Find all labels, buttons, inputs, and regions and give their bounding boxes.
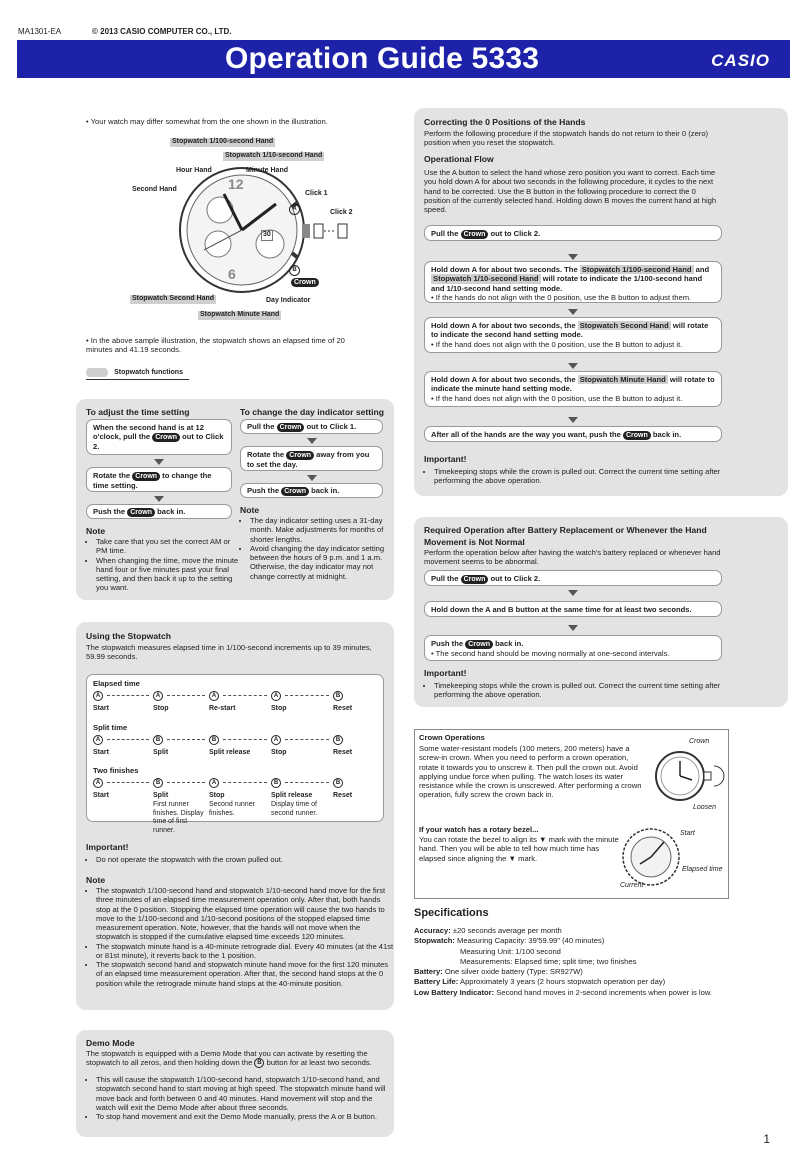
arrow-down-icon: [568, 309, 578, 315]
stopwatch-diagram: [86, 674, 384, 834]
bezel-text: You can rotate the bezel to align its ▼ mark with the minute hand. Then you will be able to tell how much time has elapsed since aligning the ▼ mark.: [419, 835, 619, 863]
spec-row: [414, 967, 794, 976]
battery-step-1-a: Pull the: [431, 574, 459, 583]
current-label: Current: [620, 882, 644, 889]
correct-important: [424, 467, 734, 486]
arrow-down-icon: [568, 254, 578, 260]
demo-desc: [86, 1049, 384, 1068]
two-step-sub: First runner finishes. Display time of first runner.: [153, 801, 204, 834]
battery-step-2: Hold down the A and B button at the same time for at least two seconds.: [424, 601, 722, 617]
adjust-step-3: [86, 504, 232, 519]
arrow-right-icon: [285, 739, 329, 740]
elapsed-title: Elapsed time: [93, 679, 140, 688]
arrow-right-icon: [107, 739, 149, 740]
arrow-right-icon: [223, 695, 267, 696]
day-step-3-a: Push the: [247, 486, 280, 495]
label-minute: Minute Hand: [246, 167, 288, 174]
tag-sw-minute: Stopwatch Minute Hand: [579, 375, 666, 384]
tag-sw10: Stopwatch 1/10-second Hand: [433, 274, 539, 284]
label-click2: Click 2: [330, 209, 353, 216]
sw-note: • The stopwatch minute hand is a 40-minute retrograde dial. Every 40 minutes (at the 41st or 81st minute), it reverts back to the 1 position.: [96, 942, 394, 961]
label-day: Day Indicator: [266, 297, 311, 304]
two-button-icon: B: [153, 778, 163, 788]
demo-items: [86, 1075, 394, 1121]
spec-key: Accuracy:: [414, 926, 451, 935]
start-label: Start: [680, 830, 695, 837]
elapsed-button-icon: A: [153, 691, 163, 701]
spec-row: [414, 957, 794, 966]
adjust-step-1: [86, 419, 232, 455]
spec-value: Approximately 3 years (2 hours stopwatch operation per day): [460, 977, 666, 987]
elapsed-button-icon: A: [271, 691, 281, 701]
day-step-1: [240, 419, 383, 434]
correct-step-4-b: will rotate to indicate the minute hand setting mode.: [431, 375, 715, 394]
adjust-step-3-a: Push the: [93, 507, 126, 516]
demo-desc-a: The stopwatch is equipped with a Demo Mode that you can activate by resetting the stopwatch to all zeros, and then holding down the: [86, 1049, 368, 1068]
battery-step-1-b: out to Click 2.: [490, 574, 541, 583]
elapsed-step-label: Re-start: [209, 705, 236, 712]
stopwatch-desc: The stopwatch measures elapsed time in 1/100-second increments up to 39 minutes, 59.99 seconds.: [86, 643, 372, 662]
correct-step-3-b: will rotate to indicate the second hand setting mode.: [431, 321, 709, 340]
dial-6: 6: [228, 266, 236, 282]
battery-step-3-a: Push the: [431, 639, 464, 648]
spec-row: [414, 936, 794, 945]
demo-title: Demo Mode: [86, 1038, 135, 1048]
spec-key: Stopwatch:: [414, 936, 455, 946]
intro-note: • Your watch may differ somewhat from the one shown in the illustration.: [86, 117, 328, 126]
elapsed-button-icon: A: [209, 691, 219, 701]
sw-important: [86, 855, 391, 864]
adjust-note: • When changing the time, move the minute hand four or five minutes past your final setting, and then back it up to the setting you want.: [96, 556, 242, 593]
correct-step-2: [424, 261, 722, 303]
specs-table: [414, 926, 794, 998]
legend-swatch: [86, 368, 108, 377]
sw-note: • The stopwatch second hand and stopwatch minute hand move for the first 120 minutes of an elapsed time measurement operation. After that, the second hand stops at the 0 position while the retrograde minute hand stops at the 40-minute position.: [96, 960, 394, 988]
crownops-text: Some water-resistant models (100 meters, 200 meters) have a screw-in crown. When you need to perform a crown operation, rotate it towards you to unscrew it. Then pull the crown out. Avoid applying undue force when pulling. The watch loses its water resistance while the crown is unscrewed. After performing a crown operation, fully screw the crown back in.: [419, 744, 642, 800]
correct-important-item: • Timekeeping stops while the crown is pulled out. Correct the current time setting after performing the above operation.: [434, 467, 734, 486]
label-a: A: [289, 204, 300, 215]
arrow-down-icon: [568, 590, 578, 596]
adjust-panel: [76, 399, 394, 600]
spec-key: Low Battery Indicator:: [414, 987, 495, 997]
two-step-label: Reset: [333, 792, 353, 799]
label-sw-minute: Stopwatch Minute Hand: [200, 311, 280, 318]
adjust-notes: [86, 537, 242, 593]
elapsed-step-label: Reset: [333, 705, 353, 712]
crown-tag: Crown: [461, 230, 489, 239]
sw-notes: [86, 886, 394, 988]
two-step-label: Split release: [271, 792, 313, 799]
spec-row: [414, 977, 794, 986]
stopwatch-panel: [76, 622, 394, 1010]
correct-panel: [414, 108, 788, 496]
spec-key: Battery Life:: [414, 977, 459, 987]
day-step-1-b: out to Click 1.: [306, 422, 357, 431]
split-step-label: Stop: [271, 749, 287, 756]
split-step-label: Reset: [333, 749, 353, 756]
b-button-icon: B: [254, 1058, 264, 1068]
correct-step-3-a: Hold down A for about two seconds, the: [431, 321, 576, 330]
battery-title: Required Operation after Battery Replacement or Whenever the Hand Movement is Not Normal: [424, 525, 707, 547]
correct-step-2-b: and: [695, 265, 710, 274]
spec-row: [414, 988, 794, 997]
arrow-down-icon: [568, 625, 578, 631]
specs-title: Specifications: [414, 907, 489, 919]
day-note: • The day indicator setting uses a 31-day month. Make adjustments for months of shorter lengths.: [250, 516, 390, 544]
arrow-right-icon: [285, 695, 329, 696]
day-note: • Avoid changing the day indicator setting between the hours of 9 p.m. and 1 a.m. Otherwise, the day indicator may not change correctly at midnight.: [250, 544, 390, 581]
demo-desc-b: button for at least two seconds.: [266, 1058, 372, 1068]
adjust-step-2-b: to change the time setting.: [93, 471, 212, 490]
adjust-note: • Take care that you set the correct AM or PM time.: [96, 537, 242, 556]
two-button-icon: A: [93, 778, 103, 788]
arrow-down-icon: [307, 475, 317, 481]
arrow-right-icon: [223, 782, 267, 783]
day-note-title: Note: [240, 505, 260, 515]
battery-important-item: • Timekeeping stops while the crown is pulled out. Correct the current time setting after performing the above operation.: [434, 681, 734, 700]
elapsed-step-label: Stop: [271, 705, 287, 712]
arrow-right-icon: [107, 695, 149, 696]
elapsed-button-icon: B: [333, 691, 343, 701]
split-button-icon: A: [271, 735, 281, 745]
adjust-title: To adjust the time setting: [86, 407, 190, 417]
copyright: © 2013 CASIO COMPUTER CO., LTD.: [92, 27, 232, 36]
crown-watch-icon: [650, 742, 730, 812]
crownops-title: Crown Operations: [419, 733, 485, 742]
split-button-icon: B: [153, 735, 163, 745]
spec-row: [414, 926, 794, 935]
label-crown: Crown: [291, 278, 319, 287]
two-step-sub: Display time of second runner.: [271, 801, 318, 817]
arrow-right-icon: [167, 695, 205, 696]
arrow-right-icon: [107, 782, 149, 783]
battery-panel: [414, 517, 788, 707]
adjust-step-2-a: Rotate the: [93, 471, 131, 480]
legend: [86, 367, 206, 379]
sw-important-item: • Do not operate the stopwatch with the crown pulled out.: [96, 855, 391, 864]
label-sw100: Stopwatch 1/100-second Hand: [172, 138, 274, 145]
split-step-label: Split: [153, 749, 169, 756]
elapsed-step-label: Stop: [153, 705, 169, 712]
bezel-title: If your watch has a rotary bezel...: [419, 825, 539, 834]
adjust-step-1-a: When the second hand is at 12 o'clock, pull the: [93, 423, 204, 442]
arrow-right-icon: [167, 739, 205, 740]
spec-value: ±20 seconds average per month: [452, 926, 562, 935]
spec-value: One silver oxide battery (Type: SR927W): [444, 967, 583, 976]
two-button-icon: B: [333, 778, 343, 788]
two-step-label: Stop: [209, 792, 225, 799]
correct-desc: Perform the following procedure if the stopwatch hands do not return to their 0 (zero) position when you reset the stopwatch.: [424, 129, 709, 148]
arrow-right-icon: [285, 782, 329, 783]
correct-important-title: Important!: [424, 454, 467, 464]
loosen-label: Loosen: [693, 804, 716, 811]
spec-value: Measuring Capacity: 39'59.99" (40 minutes): [457, 936, 605, 946]
battery-step-3-note: • The second hand should be moving normally at one-second intervals.: [431, 649, 670, 658]
two-step-sub: Second runner finishes.: [209, 801, 255, 817]
correct-step-5: [424, 426, 722, 442]
day-step-1-a: Pull the: [247, 422, 275, 431]
battery-important: [424, 681, 734, 700]
day-step-3-b: back in.: [311, 486, 340, 495]
split-button-icon: B: [209, 735, 219, 745]
correct-title: Correcting the 0 Positions of the Hands: [424, 117, 586, 127]
sw-note-title: Note: [86, 875, 106, 885]
arrow-down-icon: [568, 417, 578, 423]
two-step-label: Start: [93, 792, 109, 799]
page-number: 1: [763, 1132, 770, 1147]
correct-step-4: [424, 371, 722, 407]
day-notes: [240, 516, 390, 581]
split-button-icon: B: [333, 735, 343, 745]
arrow-down-icon: [154, 496, 164, 502]
elapsed-button-icon: A: [93, 691, 103, 701]
crown-tag: Crown: [461, 575, 489, 584]
correct-step-2-c: will rotate to indicate the 1/100-second hand and 1/10-second hand setting mode.: [431, 274, 703, 293]
split-step-label: Split release: [209, 749, 251, 756]
label-sw-second: Stopwatch Second Hand: [132, 295, 215, 302]
flow-title: Operational Flow: [424, 154, 494, 164]
day-step-2-a: Rotate the: [247, 450, 285, 459]
arrow-right-icon: [167, 782, 205, 783]
day-step-3: [240, 483, 383, 498]
spec-key: Battery:: [414, 967, 443, 976]
tag-sw-second: Stopwatch Second Hand: [579, 321, 669, 330]
legend-label: Stopwatch functions: [114, 369, 183, 376]
crown-label: Crown: [689, 738, 710, 745]
two-button-icon: A: [209, 778, 219, 788]
crown-tag: Crown: [277, 423, 305, 432]
arrow-right-icon: [223, 739, 267, 740]
label-second: Second Hand: [132, 186, 177, 193]
correct-step-4-a: Hold down A for about two seconds, the: [431, 375, 576, 384]
spec-value: Second hand moves in 2-second increments when power is low.: [496, 987, 712, 997]
day-title: To change the day indicator setting: [240, 407, 385, 417]
spec-row: [414, 947, 794, 956]
demo-item: • This will cause the stopwatch 1/100-second hand, stopwatch 1/10-second hand, and stopwatch second hand to start moving at high speed. The stopwatch minute hand will move back and forth between 0 and 40 minutes. Hand movement will stop and the watch will exit the Demo Mode after about three seconds.: [96, 1075, 394, 1112]
arrow-down-icon: [568, 363, 578, 369]
split-step-label: Start: [93, 749, 109, 756]
adjust-step-2: [86, 467, 232, 492]
battery-desc: Perform the operation below after having the watch's battery replaced or whenever hand movement seems to be abnormal.: [424, 548, 721, 567]
crown-tag: Crown: [286, 451, 314, 460]
adjust-step-3-b: back in.: [157, 507, 186, 516]
elapsed-step-label: Start: [93, 705, 109, 712]
correct-step-4-note: • If the hand does not align with the 0 position, use the B button to adjust it.: [431, 393, 683, 403]
demo-item: • To stop hand movement and exit the Demo Mode manually, press the A or B button.: [96, 1112, 394, 1121]
demo-panel: [76, 1030, 394, 1137]
adjust-step-1-b: out to Click 2.: [93, 432, 224, 452]
correct-step-5-b: back in.: [652, 430, 682, 439]
dial-12: 12: [228, 176, 244, 192]
legend-rule: [86, 379, 189, 380]
dial-30: 30: [261, 230, 273, 241]
title-banner: [17, 40, 790, 78]
two-step-label: Split: [153, 792, 169, 799]
battery-important-title: Important!: [424, 668, 467, 678]
correct-step-5-a: After all of the hands are the way you want, push the: [431, 430, 621, 439]
battery-step-3-b: back in.: [495, 639, 524, 648]
day-step-2: [240, 446, 383, 471]
split-title: Split time: [93, 723, 128, 732]
label-click1: Click 1: [305, 190, 328, 197]
brand-logo: CASIO: [711, 51, 770, 70]
sw-note: • The stopwatch 1/100-second hand and stopwatch 1/10-second hand move for the first three minutes of an elapsed time measurement operation only. After that, both hands stop at the 0 position. Stopping the elapsed time operation will cause the two hands to move to the 1/100-second and 1/10-second positions of the stopped elapsed time measurement operation. Note, however, that the hands will not move when the stopwatch is stopped if the cumulative elapsed time exceeds 120 minutes.: [96, 886, 394, 942]
tag-sw100: Stopwatch 1/100-second Hand: [581, 265, 692, 274]
crown-tag: Crown: [623, 431, 651, 440]
correct-step-1-a: Pull the: [431, 229, 459, 238]
crown-tag: Crown: [127, 508, 155, 517]
split-button-icon: A: [93, 735, 103, 745]
adjust-note-title: Note: [86, 526, 106, 536]
sw-important-title: Important!: [86, 842, 129, 852]
correct-step-3-note: • If the hand does not align with the 0 position, use the B button to adjust it.: [431, 339, 683, 349]
spec-value: Measurements: Elapsed time; split time; two finishes: [460, 956, 637, 966]
label-hour: Hour Hand: [176, 167, 212, 174]
correct-step-2-a: Hold down A for about two seconds. The: [431, 265, 578, 274]
elapsed-label: Elapsed time: [682, 866, 723, 873]
crown-tag: Crown: [152, 433, 180, 442]
arrow-down-icon: [307, 438, 317, 444]
battery-step-1: [424, 570, 722, 586]
two-button-icon: B: [271, 778, 281, 788]
correct-step-1: [424, 225, 722, 241]
page-title: Operation Guide 5333: [225, 42, 540, 75]
correct-step-1-b: out to Click 2.: [490, 229, 541, 238]
battery-step-3: [424, 635, 722, 661]
arrow-down-icon: [154, 459, 164, 465]
stopwatch-title: Using the Stopwatch: [86, 631, 171, 641]
bezel-watch-icon: [618, 826, 688, 888]
day-step-2-b: away from you to set the day.: [247, 450, 370, 469]
correct-step-3: [424, 317, 722, 353]
spec-value: Measuring Unit: 1/100 second: [460, 946, 561, 956]
crown-tag: Crown: [465, 640, 493, 649]
two-title: Two finishes: [93, 766, 139, 775]
flow-desc: Use the A button to select the hand whose zero position you want to correct. Each time you hold down A for about two seconds in the following procedure, it cycles to the next hand to be corrected. Use the B button in the following procedure to correct the 0 position of the currently selected hand. Holding down B moves the current hand at high speed.: [424, 168, 717, 214]
correct-step-2-note: • If the hands do not align with the 0 position, use the B button to adjust them.: [431, 292, 692, 302]
label-b: B: [289, 265, 300, 276]
label-sw10: Stopwatch 1/10-second Hand: [225, 152, 323, 159]
crown-tag: Crown: [281, 487, 309, 496]
sample-note: • In the above sample illustration, the stopwatch shows an elapsed time of 20 minutes and 41.19 seconds.: [86, 336, 345, 355]
doc-code: MA1301-EA: [18, 27, 62, 36]
crown-tag: Crown: [132, 472, 160, 481]
